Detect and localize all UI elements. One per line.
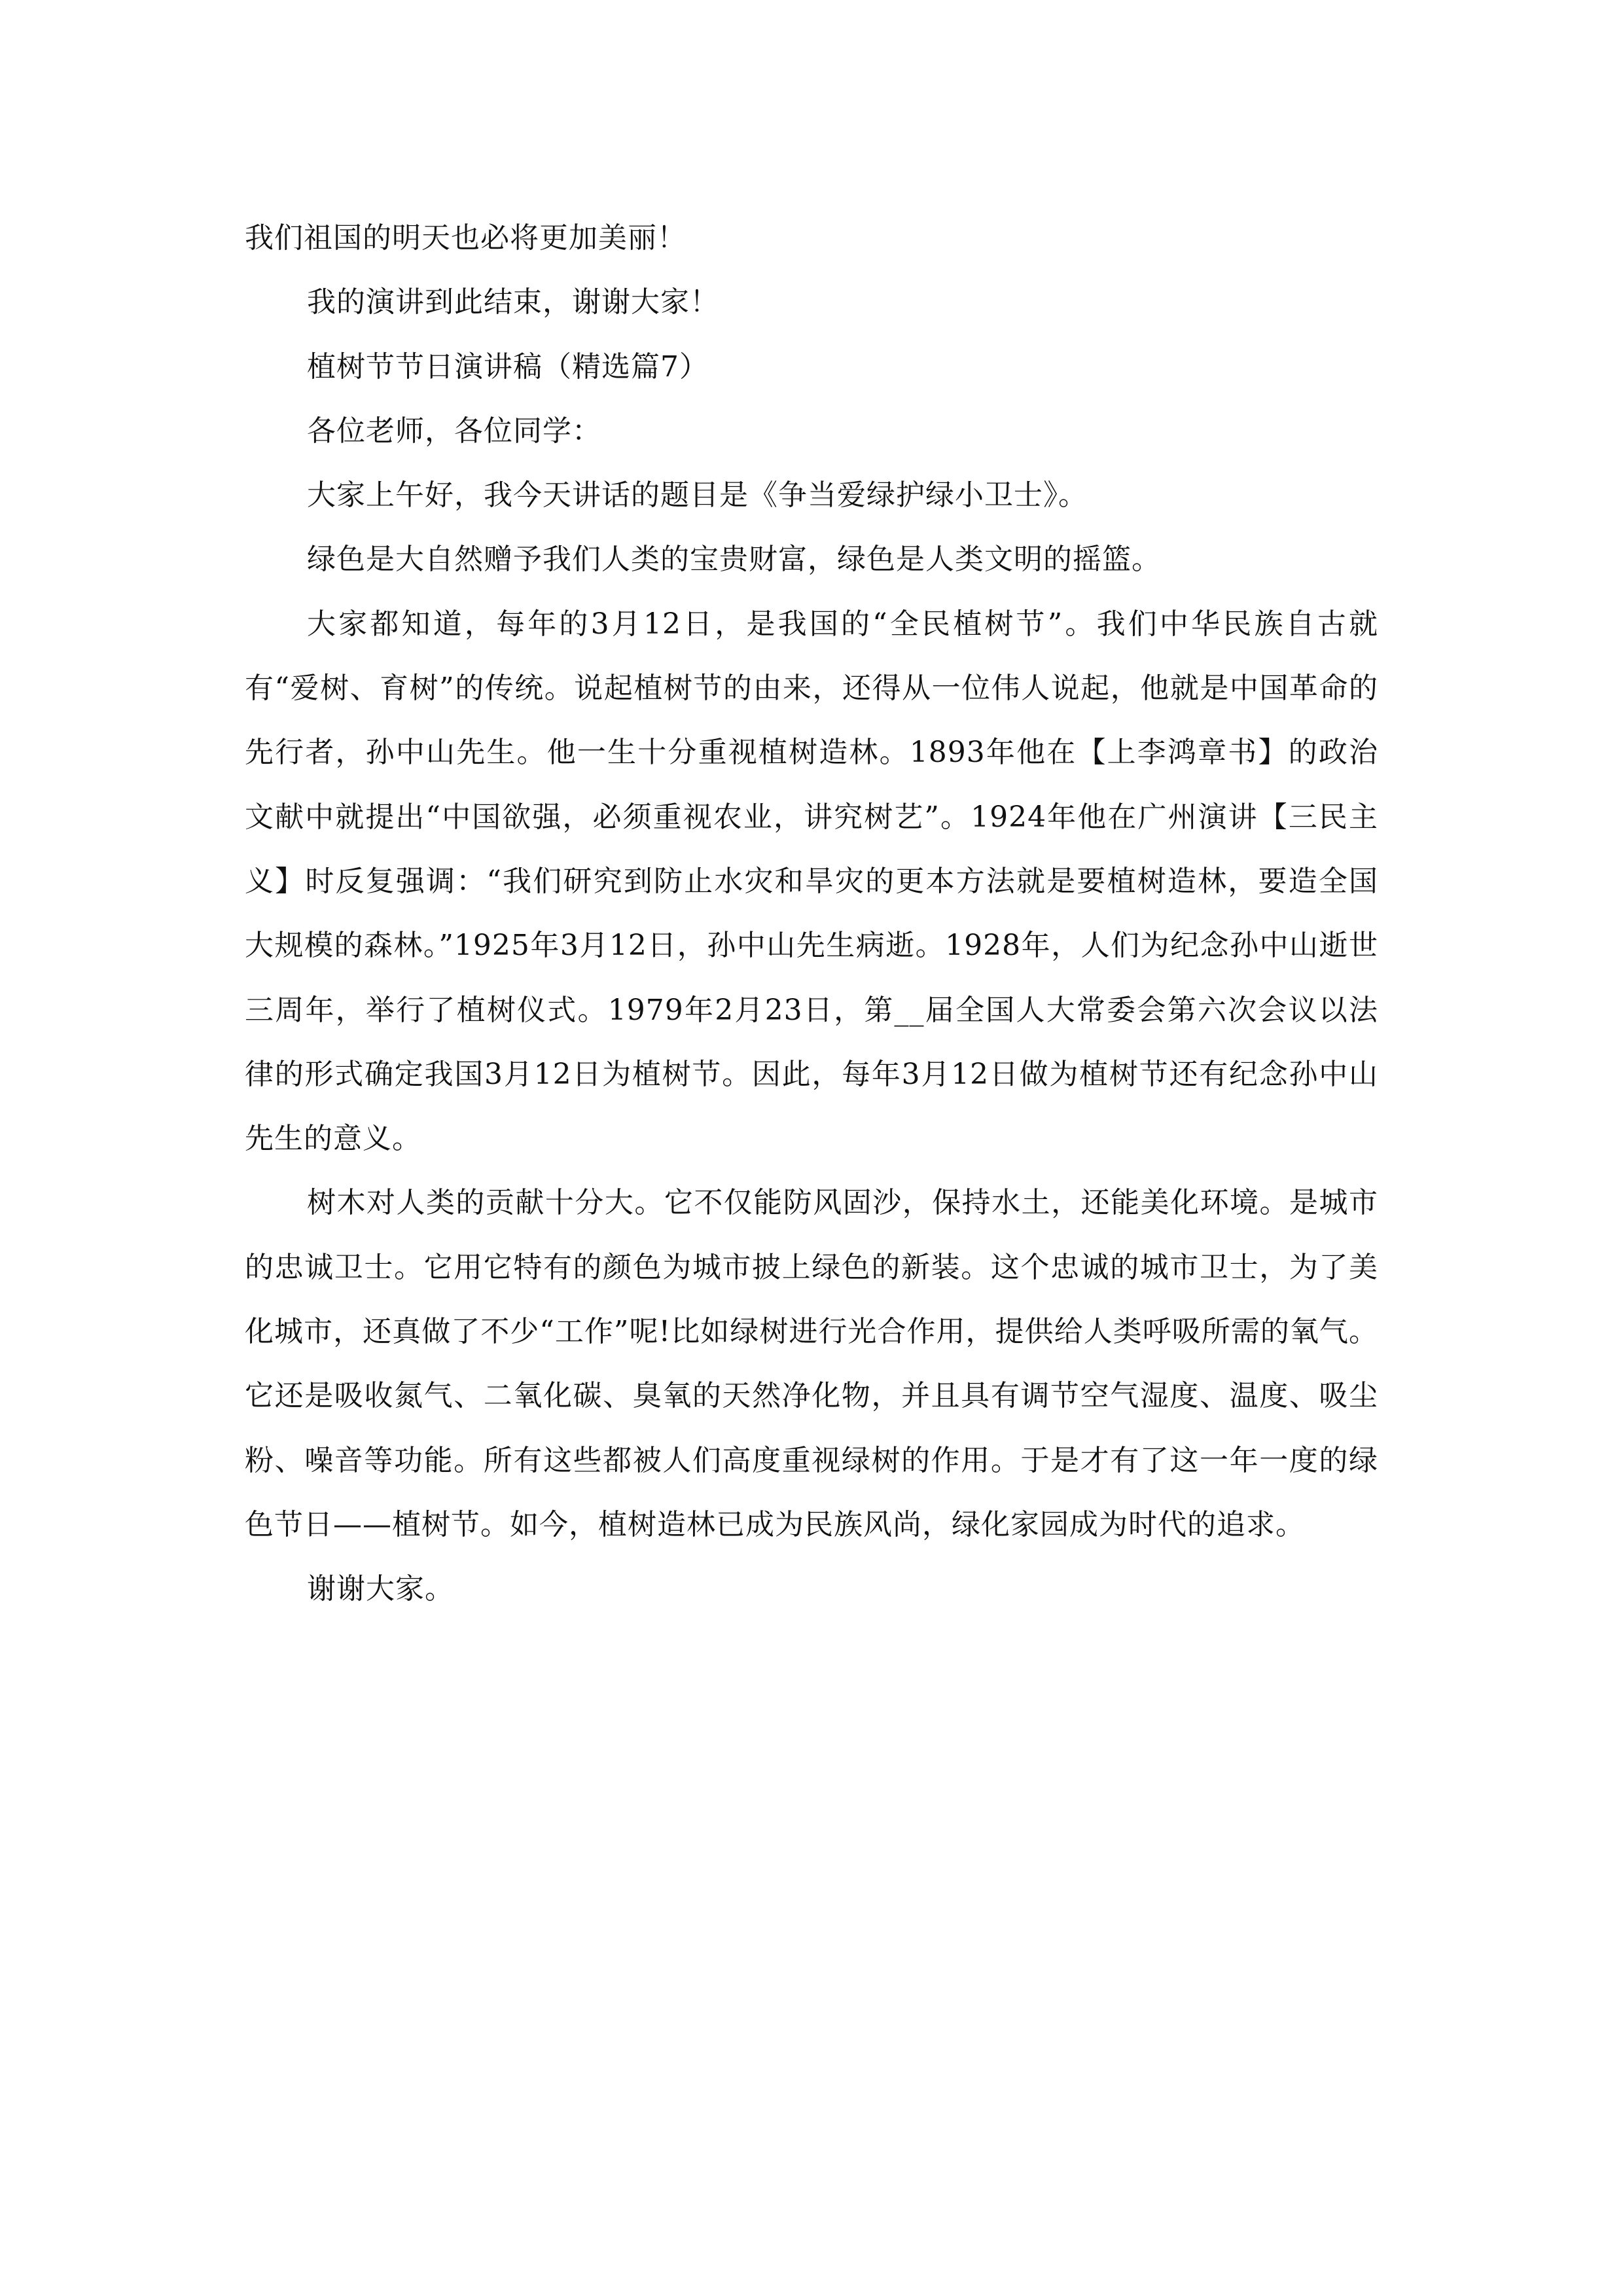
paragraph-thanks: 谢谢大家。 bbox=[307, 1572, 454, 1606]
paragraph-closing-remark: 我的演讲到此结束，谢谢大家！ bbox=[307, 285, 719, 319]
document-body bbox=[245, 206, 1378, 1622]
paragraph-continuation: 我们祖国的明天也必将更加美丽！ bbox=[245, 221, 687, 255]
section-title: 植树节节日演讲稿（精选篇7） bbox=[307, 350, 709, 384]
paragraph-tree-contribution: 树木对人类的贡献十分大。它不仅能防风固沙，保持水土，还能美化环境。是城市的忠诚卫士。它用它特有的颜色为城市披上绿色的新装。这个忠诚的城市卫士，为了美化城市，还真做了不少“工作”呢!比如绿树进行光合作用，提供给人类呼吸所需的氧气。它还是吸收氮气、二氧化碳、臭氧的天然净化物，并且具有调节空气湿度、温度、吸尘粉、噪音等功能。所有这些都被人们高度重视绿树的作用。于是才有了这一年一度的绿色节日——植树节。如今，植树造林已成为民族风尚，绿化家园成为时代的追求。 bbox=[245, 1186, 1378, 1541]
paragraph-green-wealth: 绿色是大自然赠予我们人类的宝贵财富，绿色是人类文明的摇篮。 bbox=[307, 543, 1161, 577]
paragraph-arbor-day-history: 大家都知道，每年的3月12日，是我国的“全民植树节”。我们中华民族自古就有“爱树、育树”的传统。说起植树节的由来，还得从一位伟人说起，他就是中国革命的先行者，孙中山先生。他一生十分重视植树造林。1893年他在【上李鸿章书】的政治文献中就提出“中国欲强，必须重视农业，讲究树艺”。1924年他在广州演讲【三民主义】时反复强调：“我们研究到防止水灾和旱灾的更本方法就是要植树造林，要造全国大规模的森林。”1925年3月12日，孙中山先生病逝。1928年，人们为纪念孙中山逝世三周年，举行了植树仪式。1979年2月23日，第__届全国人大常委会第六次会议以法律的形式确定我国3月12日为植树节。因此，每年3月12日做为植树节还有纪念孙中山先生的意义。 bbox=[245, 607, 1378, 1156]
paragraph-salutation: 各位老师，各位同学： bbox=[307, 414, 601, 448]
paragraph-topic: 大家上午好，我今天讲话的题目是《争当爱绿护绿小卫士》。 bbox=[307, 478, 1088, 512]
